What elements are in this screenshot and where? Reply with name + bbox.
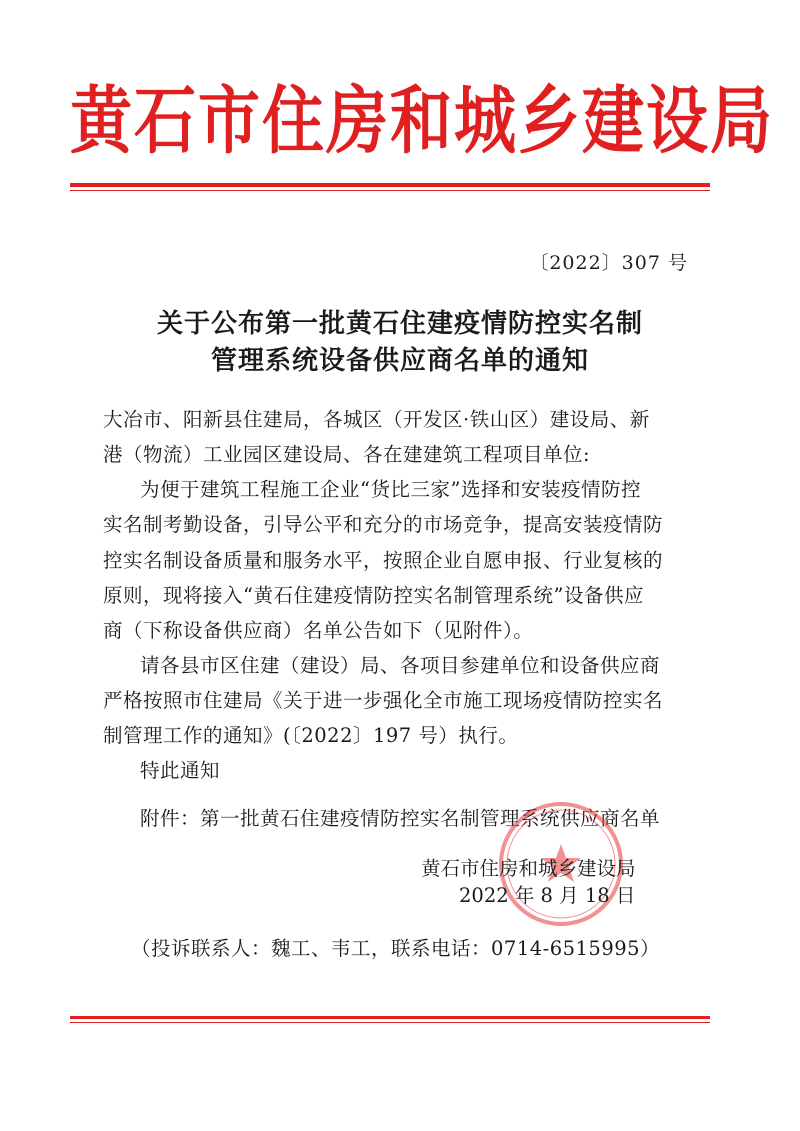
signature-agency: 黄石市住房和城乡建设局: [421, 857, 636, 880]
paragraph-1-line-3: 控实名制设备质量和服务水平，按照企业自愿申报、行业复核的: [103, 549, 664, 572]
recipients-line-2: 港（物流）工业园区建设局、各在建建筑工程项目单位:: [103, 443, 591, 466]
signature-date: 2022 年 8 月 18 日: [459, 884, 636, 907]
contact-info: （投诉联系人：魏工、韦工，联系电话：0714-6515995）: [131, 937, 661, 960]
paragraph-1-line-1: 为便于建筑工程施工企业“货比三家”选择和安装疫情防控: [140, 478, 641, 501]
paragraph-1-line-2: 实名制考勤设备，引导公平和充分的市场竞争，提高安装疫情防: [103, 513, 664, 536]
letterhead-agency-name: 黄石市住房和城乡建设局: [70, 77, 775, 164]
paragraph-1-line-5: 商（下称设备供应商）名单公告如下（见附件）。: [103, 619, 534, 642]
paragraph-2-line-3: 制管理工作的通知》(〔2022〕197 号）执行。: [103, 724, 519, 747]
document-title-line-2: 管理系统设备供应商名单的通知: [210, 346, 589, 376]
recipients-line-1: 大冶市、阳新县住建局，各城区（开发区·铁山区）建设局、新: [103, 408, 650, 431]
paragraph-2-line-1: 请各县市区住建（建设）局、各项目参建单位和设备供应商: [140, 654, 661, 677]
letterhead-rule-thin: [70, 190, 710, 191]
document-number: 〔2022〕307 号: [529, 252, 688, 274]
letterhead-rule-thick: [70, 183, 710, 187]
footer-rule-thin: [70, 1022, 710, 1023]
closing-line: 特此通知: [140, 759, 221, 782]
footer-rule-thick: [70, 1016, 710, 1019]
paragraph-2-line-2: 严格按照市住建局《关于进一步强化全市施工现场疫情防控实名: [103, 689, 664, 712]
paragraph-1-line-4: 原则，现将接入“黄石住建疫情防控实名制管理系统”设备供应: [103, 584, 644, 607]
attachment-note: 附件：第一批黄石住建疫情防控实名制管理系统供应商名单: [140, 807, 661, 830]
document-title-line-1: 关于公布第一批黄石住建疫情防控实名制: [156, 309, 643, 339]
